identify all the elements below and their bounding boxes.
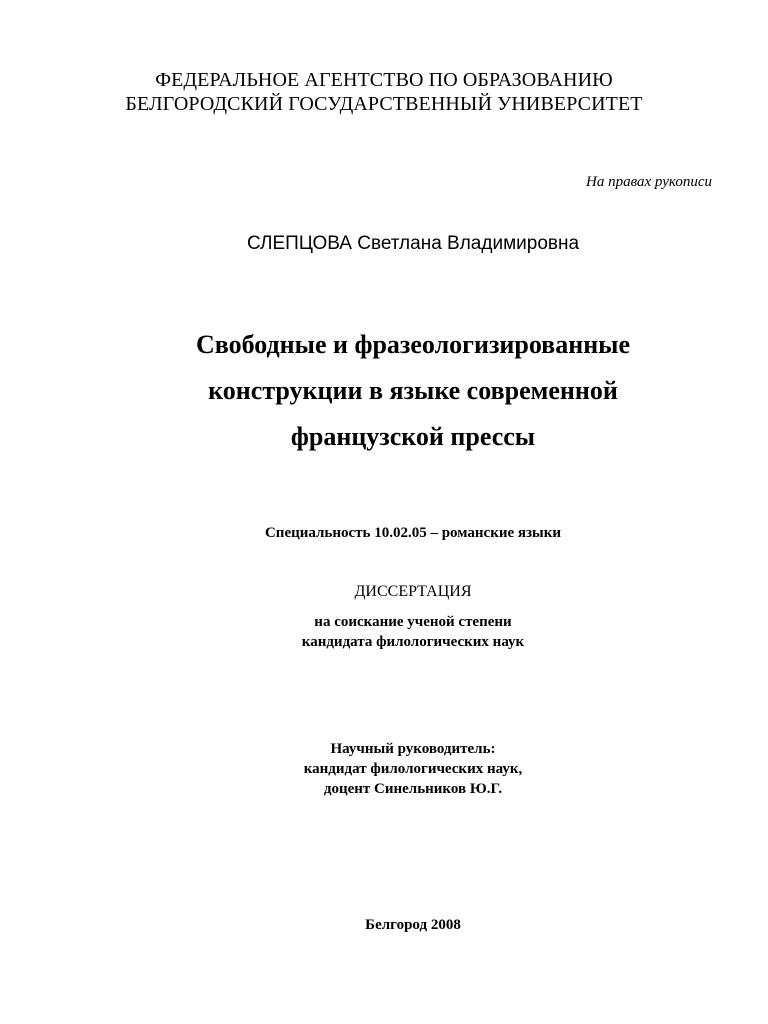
author-name: СЛЕПЦОВА Светлана Владимировна [246, 233, 580, 254]
supervisor-heading: Научный руководитель: [330, 741, 496, 757]
manuscript-rights-note: На правах рукописи [586, 174, 712, 190]
city-year: Белгород 2008 [365, 917, 461, 933]
degree-line-2: кандидата филологических наук [301, 634, 525, 650]
dissertation-title-line-3: французской прессы [290, 422, 536, 451]
university-heading: БЕЛГОРОДСКИЙ ГОСУДАРСТВЕННЫЙ УНИВЕРСИТЕТ [125, 93, 643, 115]
dissertation-title-line-2: конструкции в языке современной [208, 376, 618, 405]
degree-line-1: на соискание ученой степени [314, 614, 512, 630]
supervisor-name: доцент Синельников Ю.Г. [323, 781, 503, 797]
dissertation-title-line-1: Свободные и фразеологизированные [195, 330, 631, 359]
agency-heading: ФЕДЕРАЛЬНОЕ АГЕНТСТВО ПО ОБРАЗОВАНИЮ [155, 69, 613, 91]
specialty-line: Специальность 10.02.05 – романские языки [264, 525, 562, 541]
thesis-label: ДИССЕРТАЦИЯ [354, 583, 472, 600]
supervisor-degree: кандидат филологических наук, [303, 761, 523, 777]
